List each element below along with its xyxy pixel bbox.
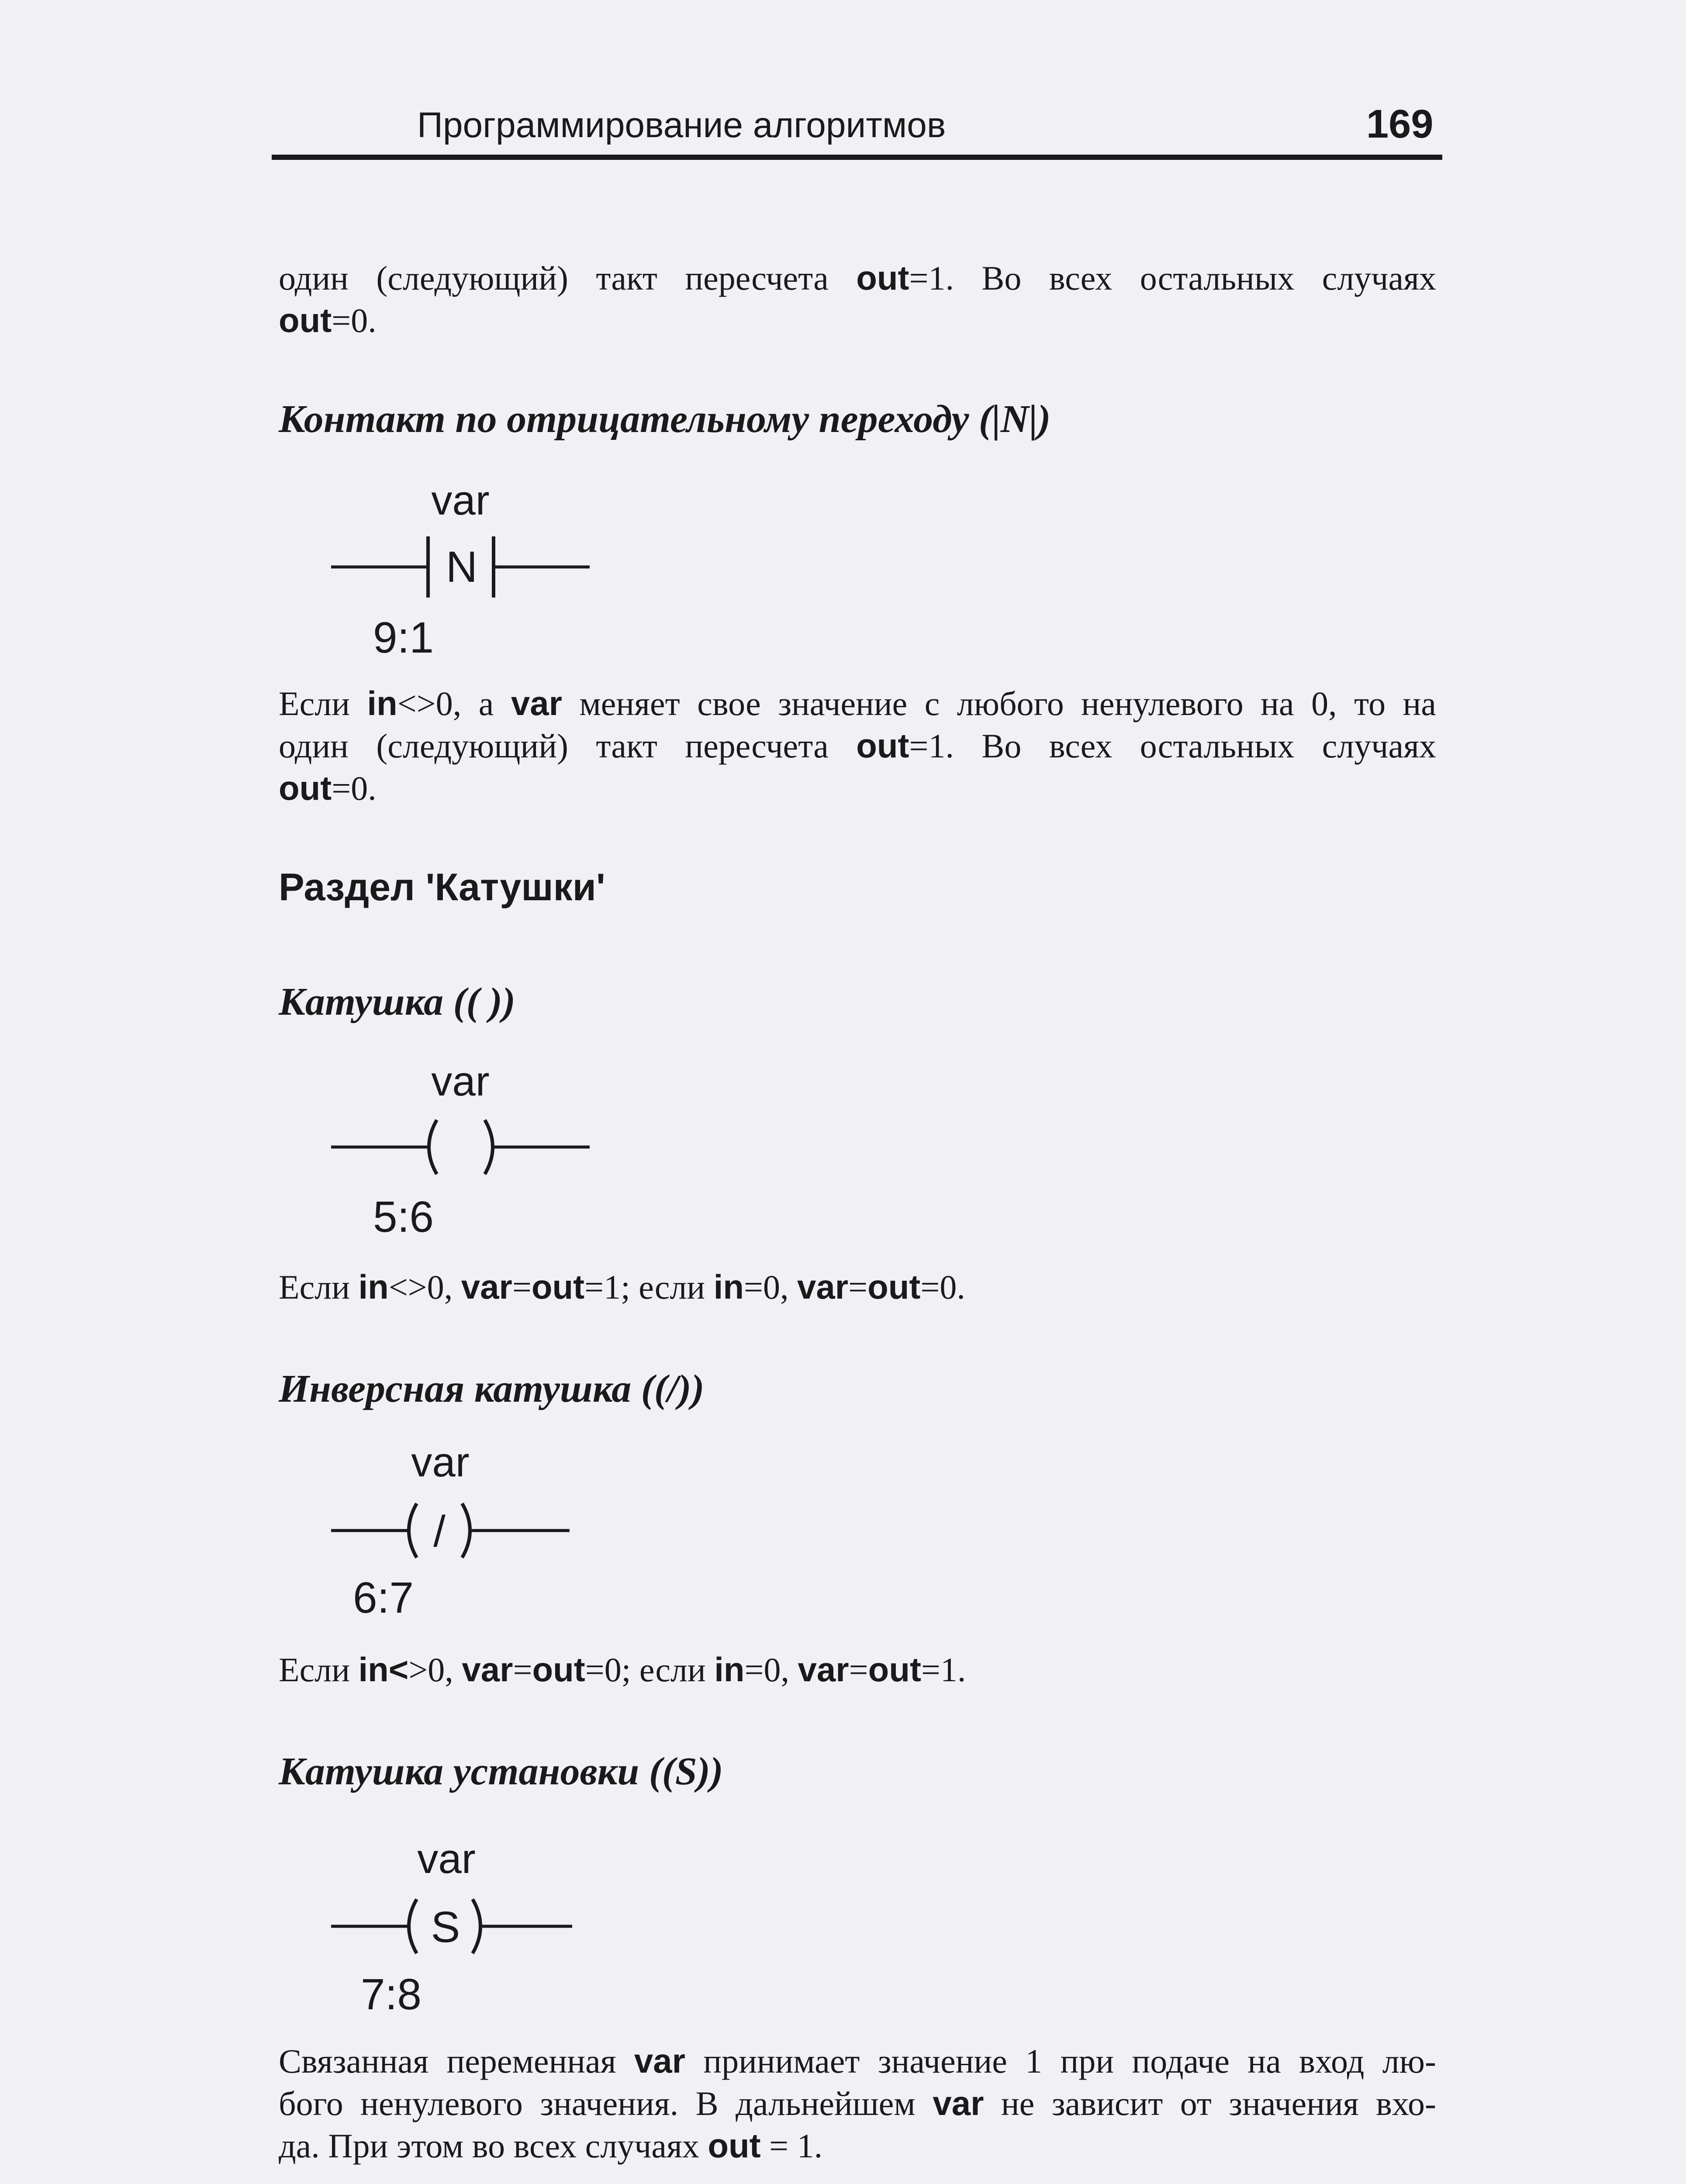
page-number: 169: [1366, 102, 1434, 146]
set-coil-var-label: var: [417, 1835, 476, 1882]
coil-paragraph: Если in<>0, var=out=1; если in=0, var=out=0.: [279, 1268, 965, 1306]
inverse-coil-var-label: var: [411, 1439, 470, 1486]
set-coil-address: 7:8: [361, 1970, 422, 2019]
inverse-coil-diagram: [331, 1438, 576, 1626]
neg-contact-paragraph: Если in<>0, а var меняет свое значение с любого ненулевого на 0, то на один (следующий) такт пересчета out=1. Во всех остальных случаях out=0.: [279, 684, 1436, 807]
inverse-coil-heading: Инверсная катушка ((/)): [279, 1367, 705, 1410]
neg-contact-var-label: var: [431, 477, 490, 524]
set-coil-diagram: [331, 1835, 576, 2022]
inverse-coil-symbol: /: [433, 1507, 446, 1556]
neg-contact-heading: Контакт по отрицательному переходу (|N|): [279, 397, 1051, 441]
set-coil-symbol: S: [431, 1903, 460, 1952]
set-coil-paragraph: Связанная переменная var принимает значение 1 при подаче на вход лю- бого ненулевого значения. В дальнейшем var не зависит от значения вхо- да. При этом во всех случаях out = 1.: [279, 2042, 1437, 2165]
running-header-title: Программирование алгоритмов: [417, 105, 946, 145]
coil-address: 5:6: [373, 1192, 434, 1241]
inverse-coil-paragraph: Если in<>0, var=out=0; если in=0, var=out=1.: [279, 1650, 966, 1689]
coil-diagram: [331, 1057, 593, 1245]
inverse-coil-address: 6:7: [353, 1573, 414, 1622]
set-coil-heading: Катушка установки ((S)): [279, 1750, 723, 1793]
neg-contact-address: 9:1: [373, 613, 434, 662]
neg-contact-symbol: N: [446, 543, 478, 591]
intro-paragraph: один (следующий) такт пересчета out=1. Во всех остальных случаях out=0.: [279, 259, 1436, 339]
coil-var-label: var: [431, 1058, 490, 1105]
coils-section-heading: Раздел 'Катушки': [279, 865, 605, 909]
coil-heading: Катушка (( )): [279, 980, 515, 1023]
header-rule: [272, 155, 1442, 160]
neg-contact-diagram: [331, 476, 593, 664]
